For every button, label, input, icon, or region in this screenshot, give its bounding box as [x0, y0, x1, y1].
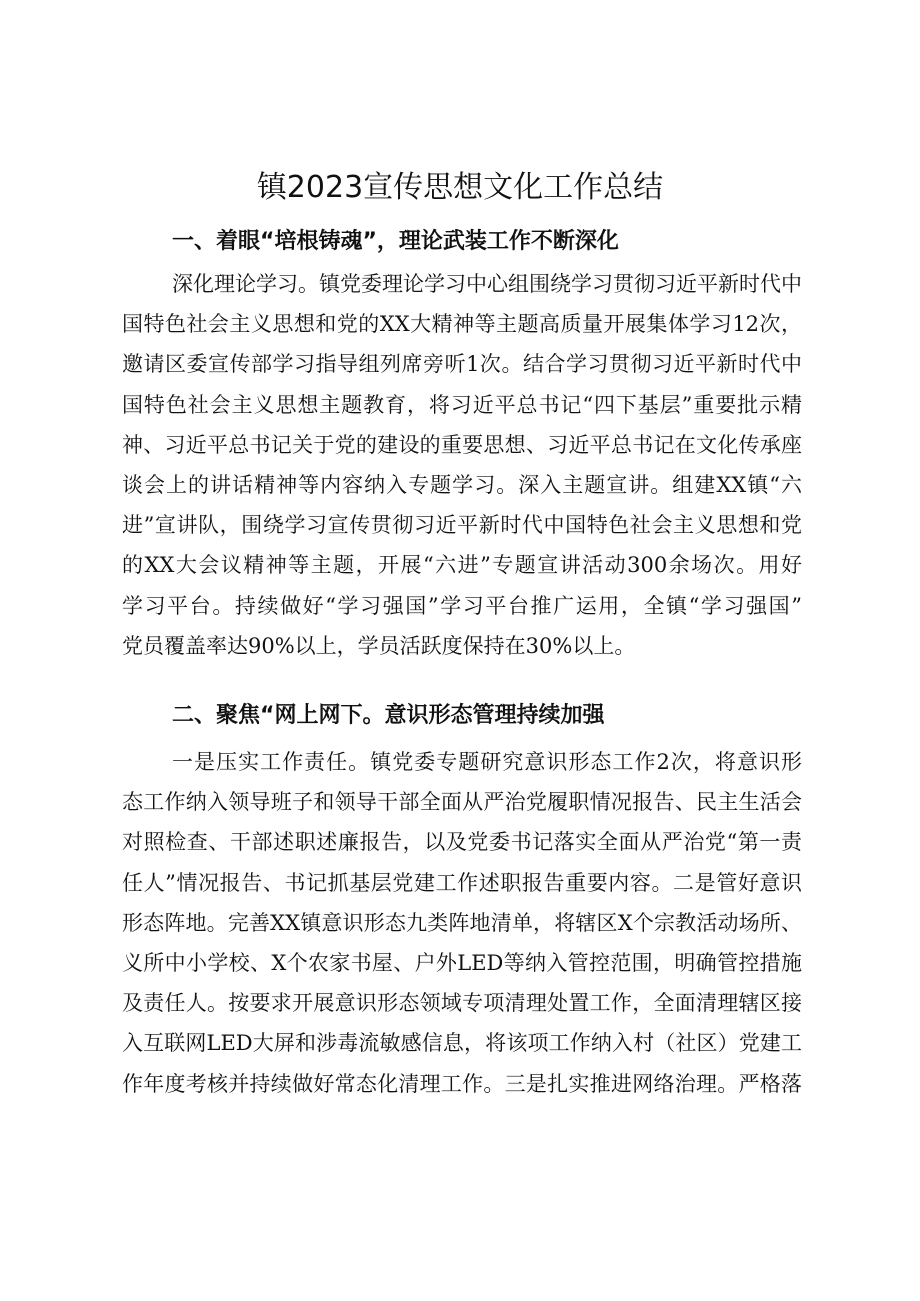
paragraph-line: 对照检查、干部述职述廉报告，以及党委书记落实全面从严治党“第一责: [122, 830, 802, 855]
paragraph-line: 入互联网LED大屏和涉毒流敏感信息，将该项工作纳入村（社区）党建工: [122, 1031, 802, 1056]
paragraph-line: 谈会上的讲话精神等内容纳入专题学习。深入主题宣讲。组建XX镇“六: [122, 472, 802, 497]
paragraph-line: 形态阵地。完善XX镇意识形态九类阵地清单，将辖区X个宗教活动场所、: [122, 910, 802, 935]
paragraph-line: 及责任人。按要求开展意识形态领域专项清理处置工作，全面清理辖区接: [122, 991, 802, 1016]
paragraph-line: 一是压实工作责任。镇党委专题研究意识形态工作2次，将意识形: [172, 750, 802, 774]
paragraph-line: 的XX大会议精神等主题，开展“六进”专题宣讲活动300余场次。用好: [122, 553, 802, 578]
paragraph-line: 任人”情况报告、书记抓基层党建工作述职报告重要内容。二是管好意识: [122, 870, 802, 895]
paragraph-line: 态工作纳入领导班子和领导干部全面从严治党履职情况报告、民主生活会: [122, 790, 802, 815]
paragraph-line: 进”宣讲队，围绕学习宣传贯彻习近平新时代中国特色社会主义思想和党: [122, 513, 802, 538]
paragraph-line: 深化理论学习。镇党委理论学习中心组围绕学习贯彻习近平新时代中: [172, 272, 802, 296]
section-heading-2: 二、聚焦“网上网下。意识形态管理持续加强: [172, 703, 605, 728]
paragraph-line: 国特色社会主义思想主题教育，将习近平总书记“四下基层”重要批示精: [122, 392, 802, 417]
paragraph-line: 学习平台。持续做好“学习强国”学习平台推广运用，全镇“学习强国”: [122, 593, 802, 618]
paragraph-line: 邀请区委宣传部学习指导组列席旁听1次。结合学习贯彻习近平新时代中: [122, 352, 802, 377]
paragraph-line: 国特色社会主义思想和党的XX大精神等主题高质量开展集体学习12次，: [122, 312, 802, 337]
section-heading-1: 一、着眼“培根铸魂”，理论武装工作不断深化: [172, 229, 619, 254]
section-2-paragraph: [122, 742, 802, 1104]
section-1-paragraph: [122, 264, 802, 666]
document-title: 镇2023宣传思想文化工作总结: [256, 170, 664, 205]
paragraph-line: 作年度考核并持续做好常态化清理工作。三是扎实推进网络治理。严格落: [122, 1071, 802, 1096]
paragraph-line: 党员覆盖率达90%以上，学员活跃度保持在30%以上。: [122, 633, 636, 658]
paragraph-line: 神、习近平总书记关于党的建设的重要思想、习近平总书记在文化传承座: [122, 432, 802, 457]
paragraph-line: 义所中小学校、X个农家书屋、户外LED等纳入管控范围，明确管控措施: [122, 950, 802, 975]
